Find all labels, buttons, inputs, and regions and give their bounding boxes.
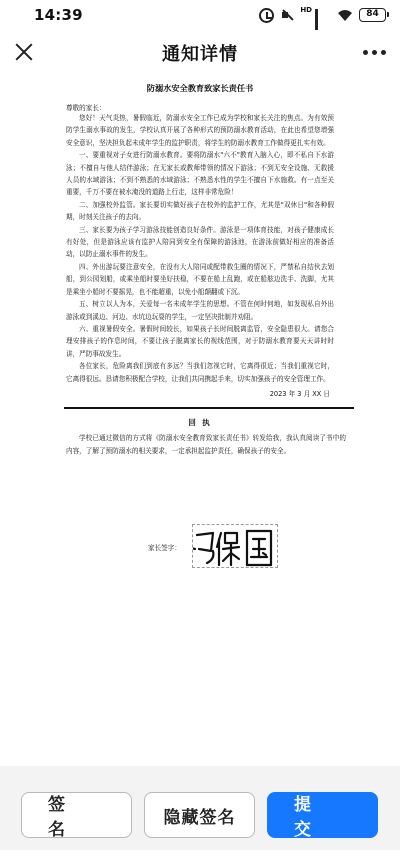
signature-box[interactable]: [192, 524, 278, 568]
salutation: 尊敬的家长：: [66, 104, 106, 112]
action-bar: [0, 766, 400, 850]
receipt-title: 回 执: [188, 417, 212, 427]
notice-document[interactable]: [0, 76, 400, 766]
more-icon[interactable]: [363, 50, 386, 55]
hide-signature-button[interactable]: 隐藏签名: [144, 792, 255, 838]
mute-icon: [280, 8, 294, 22]
handwritten-signature: [193, 525, 279, 569]
document-date: 2023 年 3 月 XX 日: [269, 389, 330, 398]
battery-icon: 84: [359, 8, 386, 22]
alarm-icon: [259, 8, 274, 23]
paragraph: 三、家长要为孩子学习游泳技能创造良好条件。游泳是一项体育技能，对孩子健康成长有好处，但是游泳应该有监护人陪同到安全有保障的游泳池，在游泳前做好相应的准备活动，以防止溺水事件的发生。: [66, 225, 334, 259]
paragraph: 您好！天气炎热，暑假临近，防溺水安全工作已成为学校和家长关注的焦点。为有效预防学生溺水事故的发生，学校认真开展了各种形式的预防溺水教育活动，在此也希望您增强安全意识，坚决担负起未成年学生的监护职责，将学生的防溺水教育工作做得更扎实有效。: [66, 114, 334, 147]
receipt-text: 学校已通过微信的方式将《防溺水安全教育致家长责任书》转发给我，我认真阅读了书中的内容，了解了预防溺水的相关要求，一定承担起监护责任，确保孩子的安全。: [66, 433, 346, 455]
network-label: HD: [300, 6, 312, 14]
document-title: 防溺水安全教育致家长责任书: [146, 83, 254, 93]
signature-row: [148, 524, 288, 572]
status-icons: [259, 6, 386, 24]
document-body: [66, 76, 346, 458]
status-time: 14:39: [34, 6, 83, 24]
divider: [64, 407, 354, 409]
paragraph: 二、加强校外监管。家长要切实做好孩子在校外的监护工作，尤其是"双休日"和各种假期，时刻关注孩子的去向。: [66, 200, 334, 222]
wifi-icon: [337, 9, 353, 22]
paragraph: 四、外出游玩要注意安全，在没有大人陪同或配带救生圈的情况下，严禁私自结伙去划船，到公园划船，或乘坐船时要坐好扶稳，不要在船上乱跑，或在船舷边洗手、洗脚，尤其是乘坐小船时不要摇晃，也不能超重，以免小船颠翻或下沉。: [66, 262, 334, 296]
signal-icon: [315, 9, 331, 22]
nav-bar: [0, 30, 400, 76]
paragraph: 一、要重视对子女进行防溺水教育。要将防溺水"六不"教育入脑入心，即不私自下水游泳；不擅自与他人结伴游泳；在无家长或教师带领的情况下游泳；不到无安全设施、无救援人员的水域游泳；不到不熟悉的水域游泳；不熟悉水性的学生不擅自下水施救。有一点至关重要，千万不要在被水淹没的道路上行走，这样非常危险！: [66, 151, 334, 197]
submit-button[interactable]: 提交: [267, 792, 378, 838]
paragraph: 各位家长，危险离我们到底有多远？当我们忽视它时，它离得很近；当我们重视它时，它离得很远。恳请您积极配合学校，让我们共同携起手来，切实加强孩子的安全管理工作。: [66, 362, 334, 383]
paragraph: 五、树立以人为本，关爱每一名未成年学生的思想。不管在何时何地，如发现私自外出游泳或到溪边、河边、水坑边玩耍的学生，一定坚决批制并劝阻。: [66, 300, 334, 321]
sign-button[interactable]: 签名: [21, 792, 132, 838]
page-title: 通知详情: [162, 44, 238, 65]
paragraph: 六、重视暑假安全。暑假时间较长，如果孩子长时间脱离监管，安全隐患很大。请您合理安排孩子的作息时间，不要让孩子脱离家长的视线范围，对于防溺水教育要天天讲时时讲，严防事故发生。: [66, 324, 334, 358]
signature-label: 家长签字：: [148, 544, 181, 552]
status-bar: [0, 0, 400, 30]
